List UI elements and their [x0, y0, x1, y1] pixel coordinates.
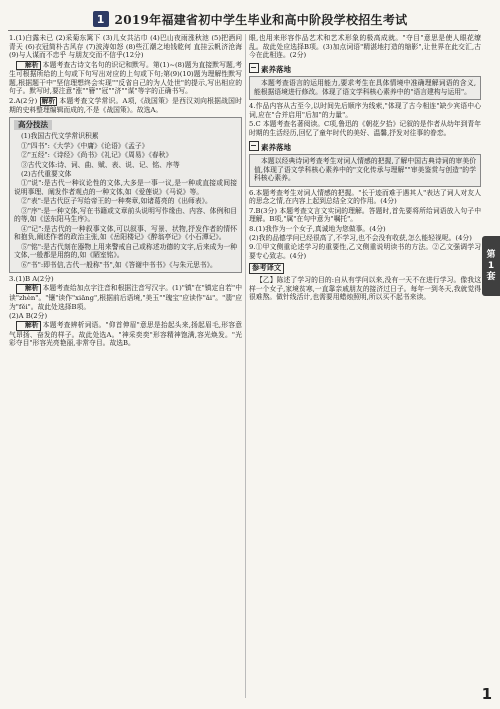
- set-tab-char: 1: [487, 260, 495, 271]
- literacy-heading-2: [249, 141, 481, 153]
- tips-item: ②"表":是古代臣子写给帝王的一种奏章,如诸葛亮的《出师表》。: [21, 197, 212, 206]
- q3-2-analysis-para: [9, 321, 242, 348]
- tips-item: ⑥"书":即书信,古代一般称"书",如《答谢中书书》《与朱元思书》。: [21, 260, 217, 269]
- q2-para: [9, 97, 242, 115]
- column-divider: [245, 34, 246, 698]
- page-title: 2019年福建省初中学生毕业和高中阶段学校招生考试: [114, 12, 408, 27]
- tips-item: ②"五经":《诗经》《尚书》《礼记》《周易》《春秋》: [21, 151, 173, 160]
- q3-answer: 3.(1)B A(2分): [9, 275, 54, 284]
- reference-translation-title: 参考译文: [249, 263, 284, 274]
- tips-item: ①"说":是古代一种议论性的文体,大多是一事一议,是一种或直接或间接说明事理、阐发作者观点的一种文体,如《爱莲说》《马说》等。: [14, 179, 237, 196]
- literacy-text: 本题考查语言的运用能力,要求考生在具体情境中准确理解词语的含义,能根据语境进行修改。体现了语文学科核心素养中的"语言建构与运用"。: [254, 79, 476, 96]
- q5-text: 5.C 本题考查名著阅读。C项,鲁迅的《朝花夕拾》记叙的是作者从幼年到青年时期的生活经历,回忆了童年时代的美好、温馨,抒发对往事的眷恋。: [249, 120, 481, 137]
- literacy-text-2: 本题以经典诗词考查考生对词人情感的把握,了解中国古典诗词的审美价值,体现了语文学科核心素养中的"文化传承与理解""审美鉴赏与创造"的学科核心素养。: [254, 157, 476, 183]
- page-header: [0, 6, 500, 32]
- set-tab-char: 第: [486, 249, 496, 260]
- set-tab: [482, 236, 500, 296]
- q3-2-answer: (2)A B(2分): [9, 311, 48, 320]
- q3-2-analysis: 本题考查辨析词语。"仰首伸眉"意思是抬起头来,扬起眉毛,形容意气昂扬、奋发的样子。故此处选A。"神采奕奕"形容精神饱满,容光焕发。"光彩夺目"形容光亮艳丽,非常夺目。故选B。: [9, 321, 242, 348]
- right-column: [249, 34, 481, 303]
- q6-text: 6.本题考查考生对词人情感的把握。"长于迹而难于遇其人"表达了词人对友人的思念之情,在内容上起到总结全文的作用。(4分): [249, 188, 481, 206]
- analysis-tag: 解析: [16, 61, 41, 71]
- q1-analysis-para: [9, 61, 242, 96]
- tips-item: ⑤"铭":是古代刻在器物上用来警戒自己或称述功德的文字,后来成为一种文体,一般都是用韵的,如《陋室铭》。: [14, 242, 237, 260]
- q9-text: 9.①甲文侧重论述学习的重要性,乙文侧重说明读书的方法。②乙文强调学习要专心致志。(4分): [249, 243, 481, 261]
- q3-analysis-para: [9, 284, 242, 311]
- tips-item: ④"记":是古代的一种叙事文体,可以叙事、写景、状物,抒发作者的情怀和抱负,阐述作者的政治主张,如《岳阳楼记》《醉翁亭记》《小石潭记》。: [14, 224, 237, 242]
- reference-translation: 【乙】陈述了学习的目的:自从有学问以来,没有一天不在进行学习。像我这样一个女子,家境贫寒,一直靠亲戚朋友的接济过日子。每年一到冬天,我就觉得很难熬。做针线活计,也需要用蜡烛照明,所以买不起书来读。: [249, 276, 481, 302]
- page-number: 1: [481, 685, 492, 703]
- book-icon: [249, 141, 259, 151]
- tips-item: ①"四书":《大学》《中庸》《论语》《孟子》: [21, 141, 149, 150]
- tips-item: ③"序":是一种文体,写在书籍或文章前头说明写作缘由、内容、体例和目的等,如《送东阳马生序》。: [14, 206, 237, 224]
- analysis-tag: 解析: [41, 96, 56, 105]
- literacy-title-2: 素养落地: [261, 142, 291, 152]
- q8-text: 8.(1)我作为一个女子,真诚地为您做事。(4分): [249, 224, 386, 233]
- book-icon: [249, 63, 259, 73]
- literacy-title: 素养落地: [261, 64, 291, 74]
- tips-box-title: 高分技法: [14, 120, 52, 131]
- q3-analysis: 本题考查给加点字注音和根据注音写汉字。(1)"镇"在"镇定自若"中读"zhèn"。"镶"读作"xiāng",根据前后语境,"美玉""瑰宝"应读作"ǎi"。"翡"应为"fěi"。故此处选择B项。: [9, 284, 242, 311]
- tips-item: ③古代文体:诗、词、曲、赋、表、说、记、铭、序等: [21, 160, 180, 169]
- q8-2-text: (2)我的品德学问已经很高了,不学习,也不会没有收获,怎么能轻视呢。(4分): [249, 234, 472, 243]
- section-badge: 1: [93, 11, 109, 27]
- header-rule: [8, 30, 478, 31]
- set-tab-char: 套: [486, 271, 496, 282]
- literacy-heading: [249, 63, 481, 75]
- q1-analysis: 本题考查古诗文名句的识记和默写。第(1)~(8)题为直接默写题,考生可根据所给的上句或下句写出对应的上句或下句;第(9)(10)题为理解性默写题,根据题干中"坚信理想终会实现""反省自己的为人处世"的提示,写出相应的句子。默写时,要注意"涨""簪""冠""济""谋"等字的正确书写。: [9, 60, 242, 96]
- analysis-tag: 解析: [16, 284, 41, 294]
- q2-analysis: 本题考查文学常识。A项,《战国策》是西汉刘向根据战国时期的史料整理编辑而成的,不是《战国策》。故选A。: [9, 96, 242, 115]
- literacy-box: [249, 76, 481, 100]
- left-column: [9, 34, 242, 349]
- q7-text: 7.B(3分) 本题考查文言文实词的理解。答题时,首先要将所给词语放入句子中理解。B项,"属"在句中意为"嘱托"。: [249, 206, 481, 224]
- tips-item: (1)我国古代文学常识积累: [21, 132, 99, 141]
- q4-text: 4.作品内容从古至今,以时间先后顺序为线索,"体现了古今相连"缺少宾语中心词,应在"合并启用"后加"的力量"。: [249, 102, 481, 119]
- analysis-tag: 解析: [16, 321, 41, 331]
- tips-item: (2)古代重要文体: [21, 169, 72, 178]
- tips-box: [9, 117, 242, 273]
- q2-answer: 2.A(2分): [9, 96, 38, 105]
- q1-answer: 1.(1)白露未已 (2)采菊东篱下 (3)儿女共沾巾 (4)巴山夜雨涨秋池 (5)把酒问青天 (6)衣冠简朴古风存 (7)波涛如怒 (8)些江潮之地钱乾何 直挂云帆济沧海 (9)与人谋而不忠乎 与朋友交而不信乎(12分): [9, 34, 242, 60]
- right-top-text: 眼,也用来形容作品艺术和艺术形象的极高成就。"夺目"意思是使人眼花缭乱。故此处应选择B项。(3)加点词语"精湛地打造的缩影",让世界在此交汇,古今在此相连。(2分): [249, 34, 481, 60]
- literacy-box-2: [249, 154, 481, 187]
